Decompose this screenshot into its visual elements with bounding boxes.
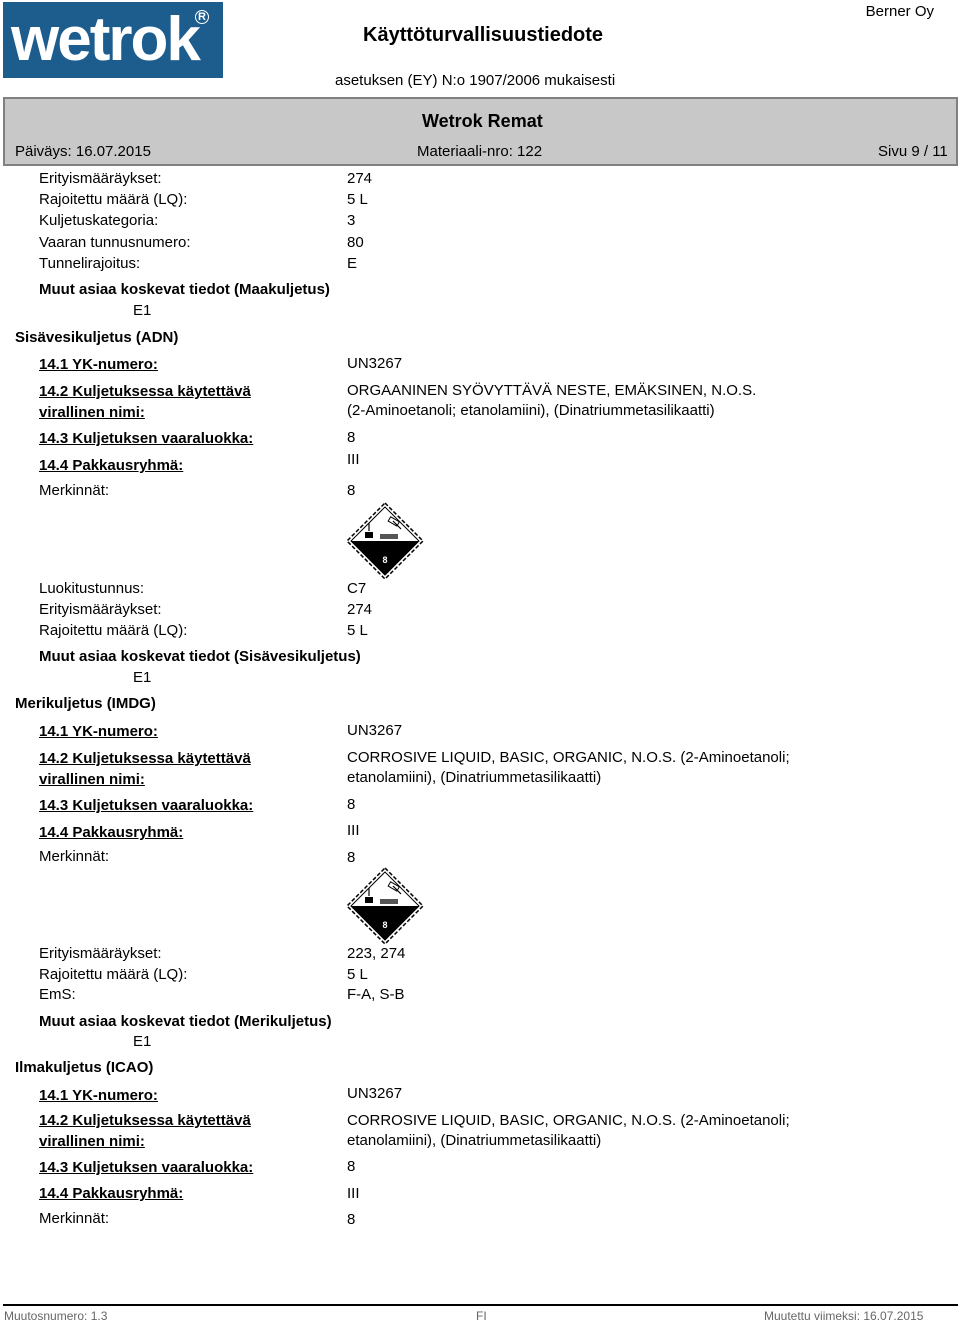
imdg-marks-value: 8	[347, 849, 356, 866]
corrosive-pictogram-icon	[345, 866, 425, 946]
road-category-label: Kuljetuskategoria:	[39, 212, 159, 229]
road-other-value: E1	[133, 302, 152, 319]
imdg-ems-value: F-A, S-B	[347, 986, 405, 1003]
imdg-class-value: 8	[347, 796, 356, 813]
icao-heading: Ilmakuljetus (ICAO)	[15, 1059, 154, 1076]
imdg-special-label: Erityismääräykset:	[39, 945, 162, 962]
icao-marks-value: 8	[347, 1211, 356, 1228]
product-name: Wetrok Remat	[422, 111, 543, 131]
road-hazard-value: 80	[347, 234, 364, 251]
footer-divider	[3, 1304, 958, 1306]
adn-special-label: Erityismääräykset:	[39, 601, 162, 618]
adn-heading: Sisävesikuljetus (ADN)	[15, 329, 179, 346]
road-other-heading: Muut asiaa koskevat tiedot (Maakuljetus)	[39, 281, 330, 298]
adn-code-label: Luokitustunnus:	[39, 580, 145, 597]
imdg-special-value: 223, 274	[347, 945, 406, 962]
corrosive-pictogram-icon	[345, 501, 425, 581]
adn-marks-label: Merkinnät:	[39, 482, 110, 499]
adn-marks-value: 8	[347, 482, 356, 499]
imdg-ems-label: EmS:	[39, 986, 76, 1003]
adn-pg-label: 14.4 Pakkausryhmä:	[39, 457, 184, 474]
icao-un-value: UN3267	[347, 1085, 403, 1102]
imdg-name-label-1: 14.2 Kuljetuksessa käytettävä	[39, 750, 251, 767]
revision-number: Muutosnumero: 1.3	[4, 1309, 108, 1323]
icao-pg-value: III	[347, 1185, 360, 1202]
icao-class-label: 14.3 Kuljetuksen vaaraluokka:	[39, 1159, 254, 1176]
adn-pg-value: III	[347, 451, 360, 468]
imdg-pg-label: 14.4 Pakkausryhmä:	[39, 824, 184, 841]
icao-un-label: 14.1 YK-numero:	[39, 1087, 158, 1104]
road-tunnel-value: E	[347, 255, 358, 272]
adn-un-value: UN3267	[347, 355, 403, 372]
adn-other-value: E1	[133, 669, 152, 686]
icao-name-label-2: virallinen nimi:	[39, 1133, 145, 1150]
logo-text: wetrok	[11, 5, 199, 74]
imdg-un-value: UN3267	[347, 722, 403, 739]
icao-name-value-1: CORROSIVE LIQUID, BASIC, ORGANIC, N.O.S. (2-Aminoetanoli;	[347, 1112, 790, 1129]
adn-pictogram-number: 8	[382, 555, 388, 565]
road-tunnel-label: Tunnelirajoitus:	[39, 255, 141, 272]
registered-mark-icon: R	[195, 10, 209, 24]
icao-class-value: 8	[347, 1158, 356, 1175]
adn-name-label-1: 14.2 Kuljetuksessa käytettävä	[39, 383, 251, 400]
icao-name-label-1: 14.2 Kuljetuksessa käytettävä	[39, 1112, 251, 1129]
adn-class-value: 8	[347, 429, 356, 446]
issue-date: Päiväys: 16.07.2015	[15, 143, 151, 160]
material-number: Materiaali-nro: 122	[417, 143, 543, 160]
adn-name-value-2: (2-Aminoetanoli; etanolamiini), (Dinatriummetasilikaatti)	[347, 402, 715, 419]
adn-lq-value: 5 L	[347, 622, 368, 639]
road-hazard-label: Vaaran tunnusnumero:	[39, 234, 191, 251]
road-category-value: 3	[347, 212, 356, 229]
adn-special-value: 274	[347, 601, 373, 618]
imdg-other-heading: Muut asiaa koskevat tiedot (Merikuljetus)	[39, 1013, 332, 1030]
document-title: Käyttöturvallisuustiedote	[363, 24, 604, 46]
imdg-name-value-1: CORROSIVE LIQUID, BASIC, ORGANIC, N.O.S. (2-Aminoetanoli;	[347, 749, 790, 766]
icao-pg-label: 14.4 Pakkausryhmä:	[39, 1185, 184, 1202]
road-special-value: 274	[347, 170, 373, 187]
adn-un-label: 14.1 YK-numero:	[39, 356, 158, 373]
company-name: Berner Oy	[865, 3, 934, 20]
road-lq-label: Rajoitettu määrä (LQ):	[39, 191, 188, 208]
adn-name-value-1: ORGAANINEN SYÖVYTTÄVÄ NESTE, EMÄKSINEN, N.O.S.	[347, 382, 757, 399]
language-code: FI	[476, 1309, 487, 1323]
imdg-pictogram-number: 8	[382, 920, 388, 930]
adn-class-label: 14.3 Kuljetuksen vaaraluokka:	[39, 430, 254, 447]
imdg-pg-value: III	[347, 822, 360, 839]
adn-lq-label: Rajoitettu määrä (LQ):	[39, 622, 188, 639]
imdg-other-value: E1	[133, 1033, 152, 1050]
imdg-marks-label: Merkinnät:	[39, 848, 110, 865]
adn-other-heading: Muut asiaa koskevat tiedot (Sisävesikuljetus)	[39, 648, 361, 665]
imdg-lq-value: 5 L	[347, 966, 368, 983]
imdg-class-label: 14.3 Kuljetuksen vaaraluokka:	[39, 797, 254, 814]
icao-name-value-2: etanolamiini), (Dinatriummetasilikaatti)	[347, 1132, 602, 1149]
company-logo	[3, 2, 223, 78]
road-lq-value: 5 L	[347, 191, 368, 208]
imdg-name-value-2: etanolamiini), (Dinatriummetasilikaatti)	[347, 769, 602, 786]
imdg-lq-label: Rajoitettu määrä (LQ):	[39, 966, 188, 983]
road-special-label: Erityismääräykset:	[39, 170, 162, 187]
last-modified: Muutettu viimeksi: 16.07.2015	[764, 1309, 924, 1323]
icao-marks-label: Merkinnät:	[39, 1210, 110, 1227]
page-number: Sivu 9 / 11	[878, 143, 948, 160]
imdg-name-label-2: virallinen nimi:	[39, 771, 145, 788]
imdg-heading: Merikuljetus (IMDG)	[15, 695, 156, 712]
adn-name-label-2: virallinen nimi:	[39, 404, 145, 421]
regulation-text: asetuksen (EY) N:o 1907/2006 mukaisesti	[335, 72, 616, 89]
imdg-un-label: 14.1 YK-numero:	[39, 723, 158, 740]
adn-code-value: C7	[347, 580, 367, 597]
